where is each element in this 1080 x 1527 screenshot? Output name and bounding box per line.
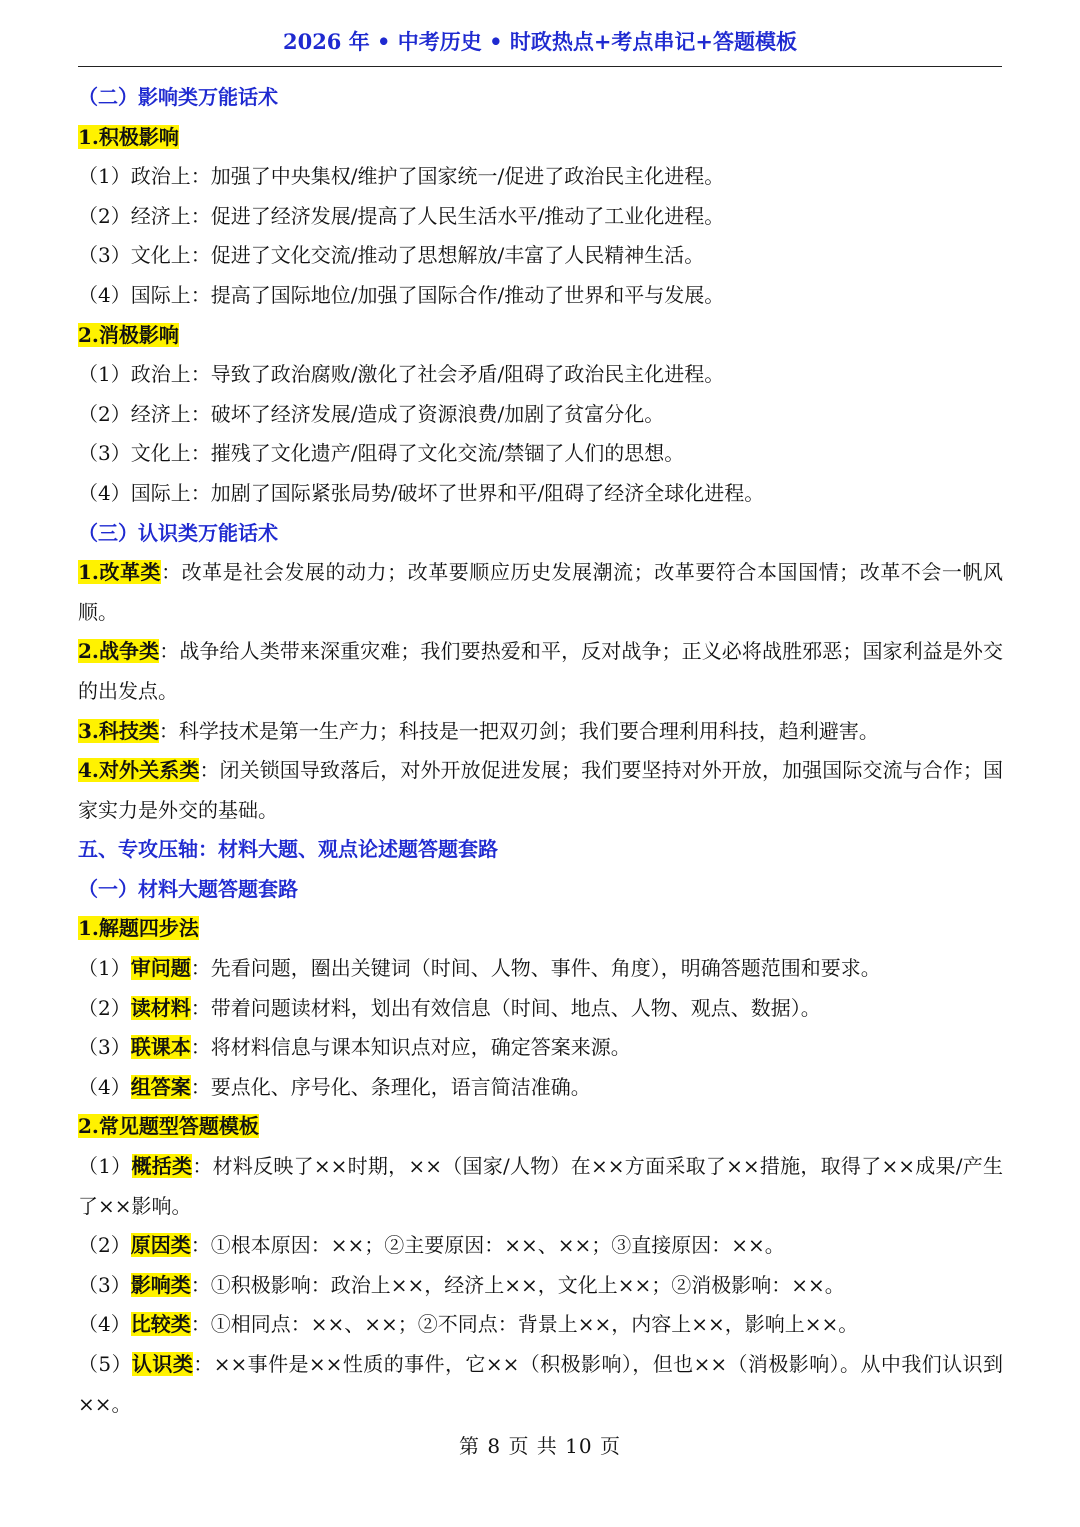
item-text: ：①相同点：××、××；②不同点：背景上××，内容上××，影响上××。: [190, 1312, 859, 1337]
list-item: （1）政治上：导致了政治腐败/激化了社会矛盾/阻碍了政治民主化进程。: [78, 362, 725, 387]
item-text: ：战争给人类带来深重灾难；我们要热爱和平，反对战争；正义必将战胜邪恶；国家利益是外交的出发点。: [78, 639, 1003, 703]
item-text: ：科学技术是第一生产力；科技是一把双刃剑；我们要合理利用科技，趋利避害。: [158, 718, 879, 743]
positive-impact-label: 1.积极影响: [78, 124, 179, 149]
item-text: ：闭关锁国导致落后，对外开放促进发展；我们要坚持对外开放，加强国际交流与合作；国家实力是外交的基础。: [78, 758, 1003, 822]
item-label: 组答案: [130, 1074, 191, 1099]
item-label: 认识类: [132, 1352, 194, 1376]
list-item: [78, 1305, 1003, 1345]
item-label: 比较类: [130, 1312, 191, 1337]
page-header: [78, 26, 1002, 67]
steps-label: 1.解题四步法: [78, 916, 199, 941]
item-text: ：先看问题，圈出关键词（时间、人物、事件、角度），明确答题范围和要求。: [190, 956, 881, 981]
item-text: ：材料反映了××时期，××（国家/人物）在××方面采取了××措施，取得了××成果/产生了××影响。: [78, 1154, 1004, 1218]
list-item: [78, 1266, 1003, 1306]
list-item: [78, 1345, 1003, 1424]
item-text: ：带着问题读材料，划出有效信息（时间、地点、人物、观点、数据）。: [190, 995, 821, 1020]
list-item: [78, 1147, 1003, 1226]
page-content: [78, 78, 1003, 1424]
list-item: [78, 989, 1003, 1029]
item-number: （2）: [78, 995, 131, 1020]
item-text: ：要点化、序号化、条理化，语言简洁准确。: [190, 1074, 591, 1099]
list-item: （2）经济上：促进了经济发展/提高了人民生活水平/推动了工业化进程。: [78, 203, 725, 228]
list-item: [78, 632, 1003, 711]
negative-impact-label: 2.消极影响: [78, 322, 179, 347]
item-label: 2.战争类: [78, 639, 160, 664]
item-number: （4）: [78, 1312, 131, 1337]
part5-sub-heading: （一）材料大题答题套路: [78, 876, 298, 901]
list-item: （3）文化上：促进了文化交流/推动了思想解放/丰富了人民精神生活。: [78, 243, 705, 268]
item-number: （1）: [78, 1154, 132, 1179]
list-item: （4）国际上：加剧了国际紧张局势/破坏了世界和平/阻碍了经济全球化进程。: [78, 480, 765, 505]
list-item: [78, 712, 1003, 752]
item-label: 审问题: [130, 956, 191, 981]
list-item: [78, 751, 1003, 830]
list-item: [78, 1028, 1003, 1068]
header-title: 2026 年 • 中考历史 • 时政热点+考点串记+答题模板: [282, 29, 798, 54]
item-label: 4.对外关系类: [78, 758, 200, 783]
item-label: 1.改革类: [78, 560, 162, 585]
list-item: [78, 553, 1003, 632]
list-item: （3）文化上：摧残了文化遗产/阻碍了文化交流/禁锢了人们的思想。: [78, 441, 685, 466]
list-item: [78, 1226, 1003, 1266]
item-number: （3）: [78, 1272, 131, 1297]
item-label: 读材料: [130, 995, 191, 1020]
list-item: （2）经济上：破坏了经济发展/造成了资源浪费/加剧了贫富分化。: [78, 401, 665, 426]
item-text: ：改革是社会发展的动力；改革要顺应历史发展潮流；改革要符合本国国情；改革不会一帆风顺。: [78, 560, 1003, 624]
item-label: 联课本: [130, 1035, 191, 1060]
item-label: 概括类: [131, 1154, 193, 1179]
item-text: ：①积极影响：政治上××，经济上××，文化上××；②消极影响：××。: [190, 1272, 845, 1297]
item-text: ：将材料信息与课本知识点对应，确定答案来源。: [190, 1035, 631, 1060]
page-footer: [0, 1430, 1080, 1459]
page-number: 第 8 页 共 10 页: [459, 1434, 621, 1458]
item-number: （3）: [78, 1035, 131, 1060]
item-label: 影响类: [130, 1272, 191, 1297]
section3-heading: （三）认识类万能话术: [78, 520, 278, 545]
item-label: 原因类: [130, 1233, 191, 1258]
list-item: [78, 1068, 1003, 1108]
item-label: 3.科技类: [78, 718, 159, 743]
part5-heading: 五、专攻压轴：材料大题、观点论述题答题套路: [78, 837, 498, 862]
item-number: （5）: [78, 1352, 132, 1376]
list-item: [78, 949, 1003, 989]
item-number: （1）: [78, 956, 131, 981]
templates-label: 2.常见题型答题模板: [78, 1114, 259, 1139]
list-item: （4）国际上：提高了国际地位/加强了国际合作/推动了世界和平与发展。: [78, 282, 725, 307]
section2-heading: （二）影响类万能话术: [78, 85, 278, 109]
item-text: ：①根本原因：××；②主要原因：××、××；③直接原因：××。: [190, 1233, 785, 1258]
list-item: （1）政治上：加强了中央集权/维护了国家统一/促进了政治民主化进程。: [78, 164, 725, 189]
item-number: （2）: [78, 1233, 131, 1258]
item-number: （4）: [78, 1074, 131, 1099]
item-text: ：××事件是××性质的事件，它××（积极影响），但也××（消极影响）。从中我们认识到××。: [78, 1352, 1004, 1416]
